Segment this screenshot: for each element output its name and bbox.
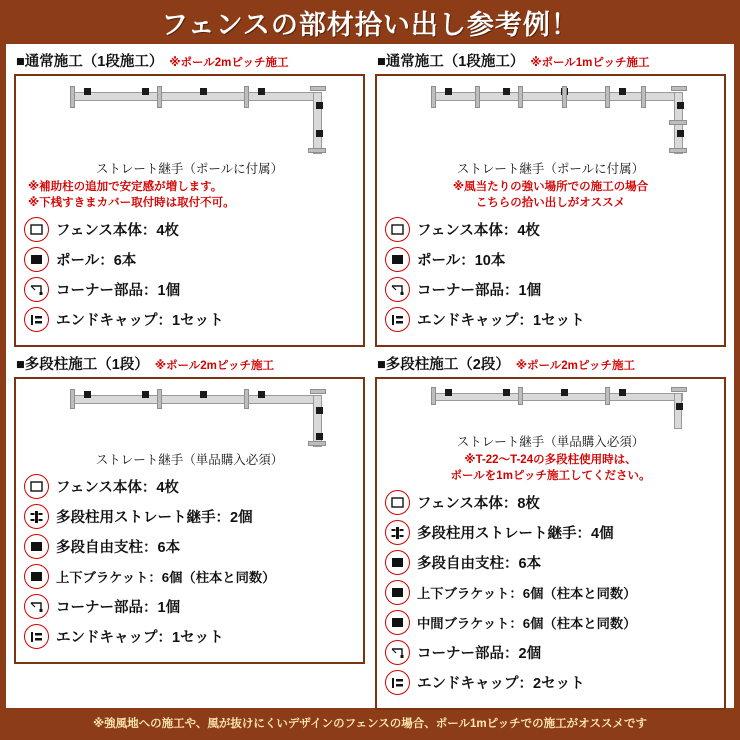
- diagram-caption: ストレート継手（単品購入必須）: [456, 435, 645, 450]
- list-item-label: エンドキャップ：1セット: [56, 313, 224, 330]
- list-item: [385, 550, 716, 575]
- content-area: [6, 44, 734, 708]
- panel-note: ※ポール2mピッチ施工: [515, 360, 635, 373]
- fence-panel-icon: [385, 490, 410, 515]
- panel-heading: [14, 353, 365, 374]
- parts-list: [24, 217, 355, 332]
- list-item: [24, 277, 355, 302]
- list-item: [385, 277, 716, 302]
- panel-normal-2m: [14, 50, 365, 347]
- list-item-label: 多段自由支柱：6本: [417, 556, 542, 573]
- fence-panel-icon: [24, 217, 49, 242]
- multi-joint-icon: [385, 520, 410, 545]
- free-post-icon: [24, 534, 49, 559]
- panel-title: ■多段柱施工（2段）: [377, 357, 510, 374]
- panel-grid: [14, 50, 726, 710]
- list-item: [385, 307, 716, 332]
- list-item: [385, 640, 716, 665]
- list-item-label: 多段自由支柱：6本: [56, 540, 181, 557]
- list-item: [24, 217, 355, 242]
- panel-multipost-1dan: [14, 353, 365, 710]
- list-item-label: ポール：10本: [417, 253, 506, 270]
- list-item-label: エンドキャップ：1セット: [56, 630, 224, 647]
- list-item: [385, 217, 716, 242]
- panel-heading: [375, 353, 726, 374]
- header: [0, 0, 740, 44]
- panel-title: ■通常施工（1段施工）: [377, 54, 525, 70]
- list-item-label: 上下ブラケット：6個（柱本と同数）: [417, 586, 637, 602]
- panel-note: ※ポール2mピッチ施工: [169, 57, 289, 69]
- panel-redline: [24, 180, 355, 211]
- panel-redline: [385, 180, 716, 211]
- panel-title: ■通常施工（1段施工）: [16, 54, 164, 70]
- list-item-label: エンドキャップ：2セット: [417, 676, 585, 693]
- parts-list: [385, 490, 716, 695]
- list-item: [24, 474, 355, 499]
- list-item: [24, 594, 355, 619]
- list-item-label: ポール：6本: [56, 253, 137, 270]
- list-item: [385, 580, 716, 605]
- list-item: [24, 247, 355, 272]
- bracket-mid-icon: [385, 610, 410, 635]
- panel-redline: [385, 453, 716, 484]
- redline-1: ※T-22〜T-24の多段柱使用時は、: [464, 454, 637, 467]
- fence-panel-icon: [385, 217, 410, 242]
- redline-1: ※補助柱の追加で安定感が増します。: [28, 181, 223, 193]
- panel-box: [14, 74, 365, 347]
- list-item-label: フェンス本体：4枚: [417, 223, 540, 240]
- footer: [0, 708, 740, 738]
- diagram-caption: ストレート継手（ポールに付属）: [456, 162, 645, 176]
- corner-part-icon: [385, 277, 410, 302]
- list-item: [385, 670, 716, 695]
- parts-list: [24, 474, 355, 649]
- list-item: [24, 307, 355, 332]
- redline-2: ポールを1mピッチ施工してください。: [450, 469, 651, 482]
- panel-title: ■多段柱施工（1段）: [16, 357, 149, 374]
- diagram-caption: ストレート継手（単品購入必須）: [95, 453, 284, 468]
- list-item-label: コーナー部品：2個: [417, 646, 542, 663]
- redline-1: ※風当たりの強い場所での施工の場合: [452, 181, 649, 193]
- parts-list: [385, 217, 716, 332]
- panel-normal-1m: [375, 50, 726, 347]
- list-item: [24, 504, 355, 529]
- list-item-label: フェンス本体：4枚: [56, 480, 179, 497]
- multi-joint-icon: [24, 504, 49, 529]
- panel-heading: [375, 50, 726, 71]
- list-item-label: 多段柱用ストレート継手：4個: [417, 526, 614, 543]
- panel-box: [375, 377, 726, 710]
- fence-diagram: [385, 387, 716, 431]
- footer-note: ※強風地への施工や、風が抜けにくいデザインのフェンスの場合、ポール1mピッチでの施工がオススメです: [92, 718, 648, 730]
- page-title: フェンスの部材拾い出し参考例！: [161, 9, 579, 40]
- fence-panel-icon: [24, 474, 49, 499]
- redline-2: こちらの拾い出しがオススメ: [475, 196, 626, 209]
- list-item: [385, 490, 716, 515]
- bracket-icon: [385, 580, 410, 605]
- list-item-label: 多段柱用ストレート継手：2個: [56, 510, 253, 527]
- pole-icon: [385, 247, 410, 272]
- list-item-label: 上下ブラケット：6個（柱本と同数）: [56, 570, 276, 586]
- list-item-label: エンドキャップ：1セット: [417, 313, 585, 330]
- list-item-label: 中間ブラケット：6個（柱本と同数）: [417, 616, 637, 632]
- panel-box: [14, 377, 365, 664]
- bracket-icon: [24, 564, 49, 589]
- list-item: [385, 610, 716, 635]
- list-item: [385, 520, 716, 545]
- list-item: [24, 624, 355, 649]
- list-item-label: フェンス本体：8枚: [417, 496, 540, 513]
- list-item-label: コーナー部品：1個: [56, 600, 181, 617]
- panel-heading: [14, 50, 365, 71]
- corner-part-icon: [385, 640, 410, 665]
- list-item-label: フェンス本体：4枚: [56, 223, 179, 240]
- list-item: [24, 564, 355, 589]
- fence-diagram: [24, 387, 355, 449]
- end-cap-icon: [385, 670, 410, 695]
- panel-box: [375, 74, 726, 347]
- diagram-caption: ストレート継手（ポールに付属）: [95, 162, 284, 176]
- redline-2: ※下桟すきまカバー取付時は取付不可。: [28, 196, 235, 209]
- fence-diagram: [24, 84, 355, 158]
- fence-diagram: [385, 84, 716, 158]
- list-item-label: コーナー部品：1個: [56, 283, 181, 300]
- end-cap-icon: [24, 307, 49, 332]
- corner-part-icon: [24, 594, 49, 619]
- pole-icon: [24, 247, 49, 272]
- list-item: [24, 534, 355, 559]
- panel-multipost-2dan: [375, 353, 726, 710]
- list-item: [385, 247, 716, 272]
- panel-note: ※ポール2mピッチ施工: [154, 360, 274, 373]
- corner-part-icon: [24, 277, 49, 302]
- panel-note: ※ポール1mピッチ施工: [530, 57, 650, 69]
- list-item-label: コーナー部品：1個: [417, 283, 542, 300]
- free-post-icon: [385, 550, 410, 575]
- end-cap-icon: [24, 624, 49, 649]
- end-cap-icon: [385, 307, 410, 332]
